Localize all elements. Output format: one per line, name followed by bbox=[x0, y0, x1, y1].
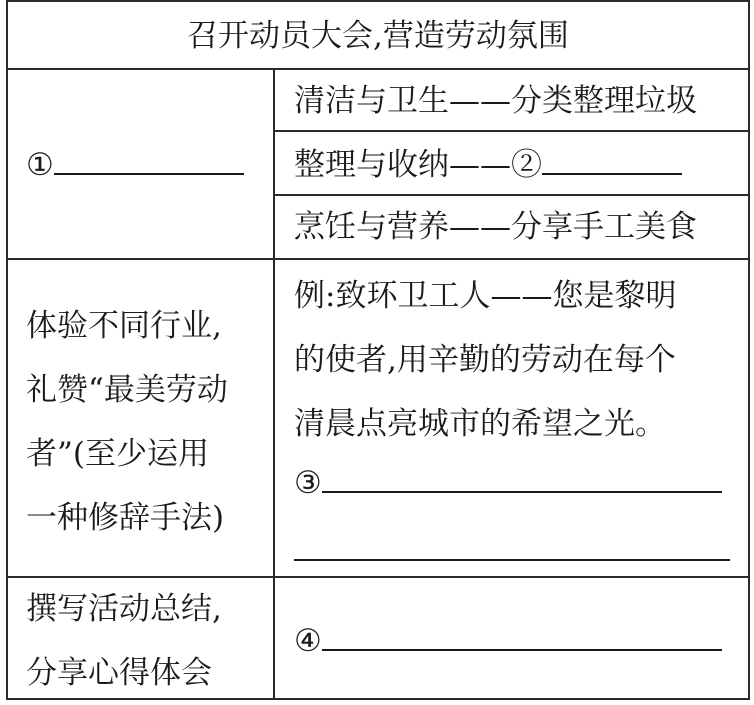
row1-item-2 bbox=[294, 147, 682, 183]
blank-marker-3: ③ bbox=[294, 465, 322, 501]
row2-left-line-4: 一种修辞手法) bbox=[26, 500, 225, 536]
row1-item-1-text: 清洁与卫生——分类整理垃圾 bbox=[294, 83, 697, 119]
row3-left-line-2: 分享心得体会 bbox=[26, 655, 212, 691]
activity-table bbox=[6, 0, 750, 700]
row1-item-3-text: 烹饪与营养——分享手工美食 bbox=[294, 209, 697, 245]
answer-blank-2[interactable] bbox=[542, 173, 682, 175]
row2-right bbox=[294, 264, 676, 456]
header-divider bbox=[8, 68, 748, 70]
answer-blank-4[interactable] bbox=[322, 649, 722, 651]
row1-left bbox=[26, 147, 244, 183]
answer-blank-3[interactable] bbox=[322, 491, 722, 493]
row3-left bbox=[26, 577, 222, 705]
row1-item-2-text: 整理与收纳—— bbox=[294, 147, 511, 183]
example-line-1: 例:致环卫工人——您是黎明 bbox=[294, 278, 677, 314]
row1-divider-2 bbox=[273, 194, 748, 196]
row2-left-line-1: 体验不同行业, bbox=[26, 308, 222, 344]
example-line-2: 的使者,用辛勤的劳动在每个 bbox=[294, 342, 676, 378]
row1-item-1 bbox=[294, 83, 697, 119]
row2-left bbox=[26, 294, 228, 550]
example-line-3: 清晨点亮城市的希望之光。 bbox=[294, 406, 666, 442]
table-header bbox=[8, 2, 748, 70]
blank-marker-2: ② bbox=[511, 147, 542, 183]
row2-left-line-3: 者”(至少运用 bbox=[26, 436, 209, 472]
row3-answer bbox=[294, 623, 722, 659]
answer-blank-1[interactable] bbox=[54, 173, 244, 175]
row1-bottom bbox=[8, 258, 748, 260]
table-header-title: 召开动员大会,营造劳动氛围 bbox=[187, 17, 569, 54]
answer-blank-3-line-2[interactable] bbox=[294, 559, 730, 561]
row2-answer bbox=[294, 465, 722, 501]
blank-marker-4: ④ bbox=[294, 623, 322, 659]
row3-left-line-1: 撰写活动总结, bbox=[26, 591, 222, 627]
row2-left-line-2: 礼赞“最美劳动 bbox=[26, 372, 228, 408]
column-divider bbox=[273, 68, 275, 698]
blank-marker-1: ① bbox=[26, 147, 54, 183]
row1-item-3 bbox=[294, 209, 697, 245]
row1-divider-1 bbox=[273, 130, 748, 132]
